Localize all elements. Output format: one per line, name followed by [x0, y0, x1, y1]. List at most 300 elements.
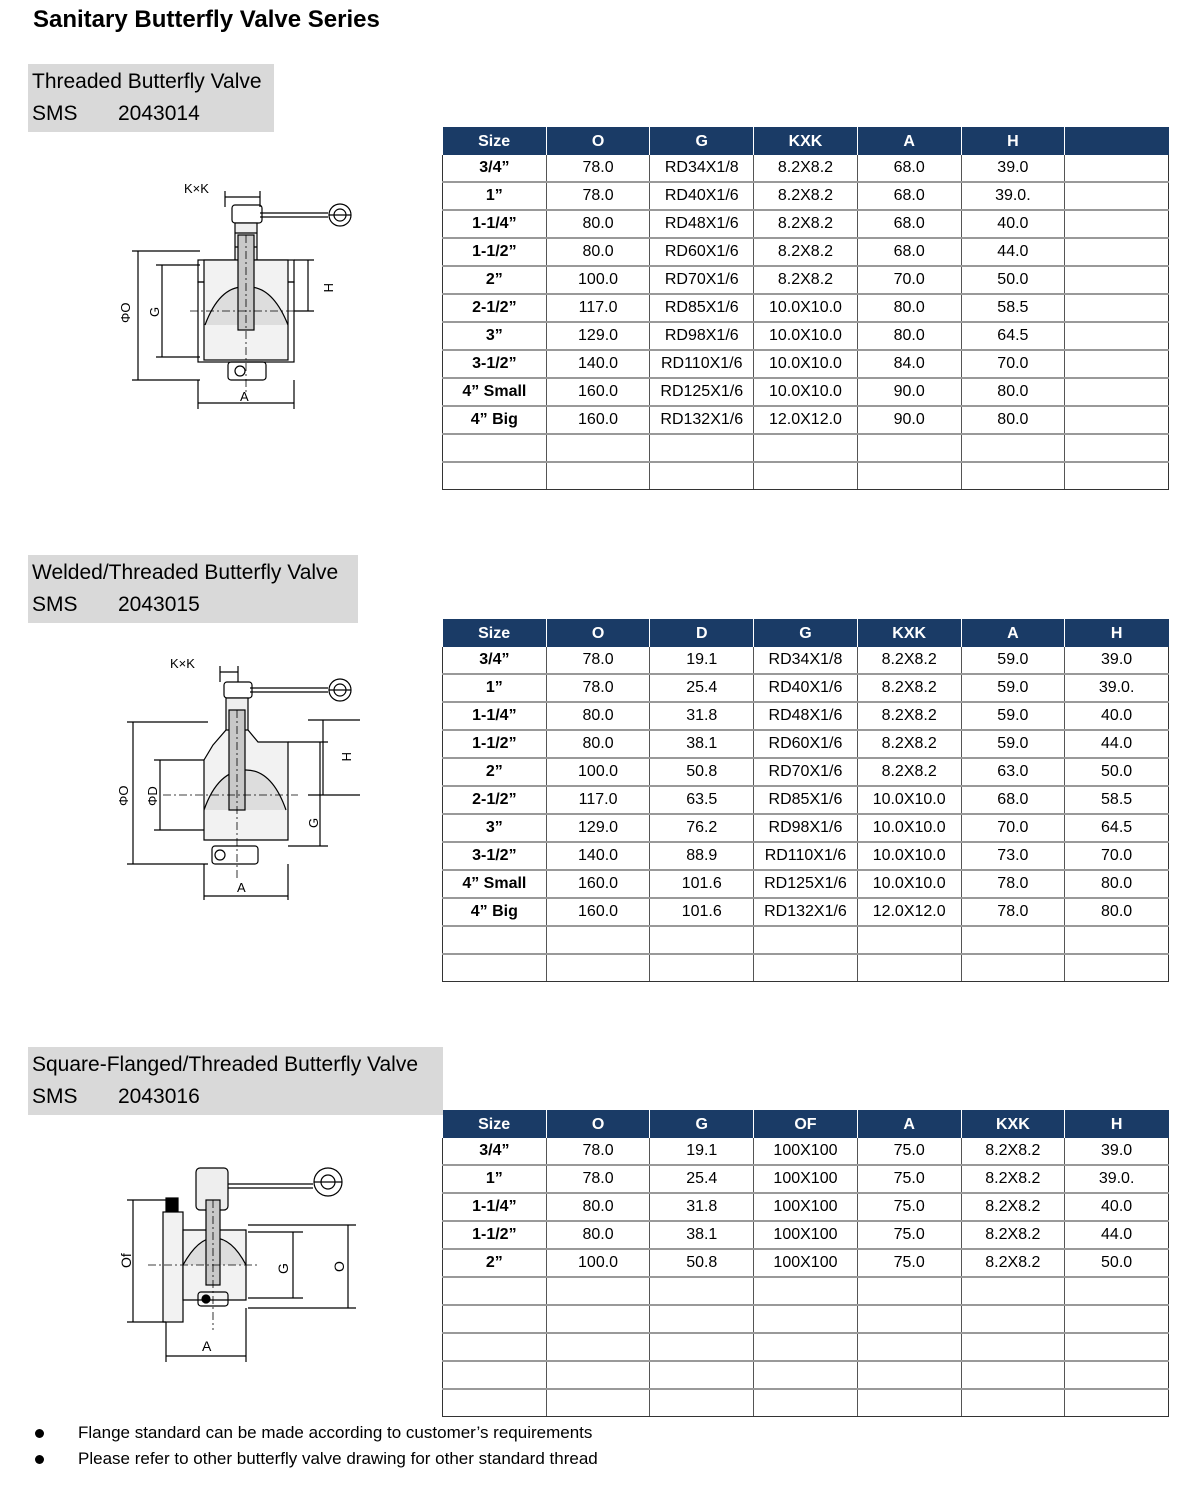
- table-cell: RD85X1/6: [754, 786, 858, 814]
- table-cell: [857, 434, 961, 462]
- table-cell: [961, 926, 1065, 954]
- column-header: H: [1065, 1111, 1169, 1139]
- size-cell: [443, 462, 547, 490]
- table-row: [443, 1221, 1169, 1249]
- table-cell: [650, 434, 754, 462]
- size-cell: 1”: [443, 182, 547, 210]
- table-cell: [546, 1277, 650, 1305]
- square-flanged-valve-table: [442, 1110, 1169, 1417]
- table-row: [443, 294, 1169, 322]
- table-cell: RD110X1/6: [650, 350, 754, 378]
- table-cell: 80.0: [546, 1221, 650, 1249]
- table-cell: 101.6: [650, 870, 754, 898]
- table-cell: [754, 1389, 858, 1417]
- table-row: [443, 266, 1169, 294]
- table-cell: 78.0: [546, 647, 650, 674]
- standard-label: SMS: [32, 102, 78, 125]
- table-cell: 8.2X8.2: [961, 1193, 1065, 1221]
- table-cell: [961, 1305, 1065, 1333]
- size-cell: 3-1/2”: [443, 842, 547, 870]
- table-cell: 40.0: [961, 210, 1065, 238]
- table-row: [443, 155, 1169, 182]
- table-cell: 88.9: [650, 842, 754, 870]
- column-header: KXK: [754, 128, 858, 156]
- table-row: [443, 182, 1169, 210]
- table-cell: 10.0X10.0: [857, 786, 961, 814]
- column-header: A: [857, 128, 961, 156]
- table-cell: RD85X1/6: [650, 294, 754, 322]
- table-cell: 8.2X8.2: [754, 210, 858, 238]
- table-cell: [1065, 1277, 1169, 1305]
- table-cell: 64.5: [961, 322, 1065, 350]
- table-cell: [546, 462, 650, 490]
- table-cell: [754, 1277, 858, 1305]
- table-cell: [857, 1305, 961, 1333]
- dim-o-label: O: [331, 1261, 347, 1272]
- dim-kxk-label: K×K: [170, 656, 195, 671]
- table-row: [443, 238, 1169, 266]
- product-code: 2043014: [118, 102, 200, 125]
- section-name: Welded/Threaded Butterfly Valve: [32, 561, 339, 584]
- column-header: A: [961, 620, 1065, 648]
- table-cell: [857, 1361, 961, 1389]
- table-cell: 84.0: [857, 350, 961, 378]
- table-cell: 129.0: [546, 814, 650, 842]
- table-row: [443, 870, 1169, 898]
- table-cell: 39.0: [961, 155, 1065, 182]
- table-cell: 50.8: [650, 1249, 754, 1277]
- table-cell: 101.6: [650, 898, 754, 926]
- size-cell: [443, 1277, 547, 1305]
- table-cell: 8.2X8.2: [857, 702, 961, 730]
- table-cell: 31.8: [650, 1193, 754, 1221]
- column-header: Size: [443, 128, 547, 156]
- table-row: [443, 842, 1169, 870]
- table-cell: 50.0: [1065, 1249, 1169, 1277]
- table-cell: 10.0X10.0: [754, 350, 858, 378]
- table-cell: 80.0: [1065, 870, 1169, 898]
- section-name: Square-Flanged/Threaded Butterfly Valve: [32, 1053, 418, 1076]
- table-cell: [546, 954, 650, 982]
- size-cell: 4” Big: [443, 406, 547, 434]
- table-cell: [650, 1361, 754, 1389]
- table-cell: [857, 1277, 961, 1305]
- table-cell: 59.0: [961, 730, 1065, 758]
- column-header: G: [650, 1111, 754, 1139]
- table-cell: 78.0: [546, 155, 650, 182]
- table-cell: 39.0: [1065, 647, 1169, 674]
- table-cell: RD34X1/8: [754, 647, 858, 674]
- size-cell: 3”: [443, 322, 547, 350]
- dim-a-label: A: [237, 880, 246, 895]
- table-cell: RD125X1/6: [754, 870, 858, 898]
- table-cell: [650, 954, 754, 982]
- table-cell: 78.0: [961, 898, 1065, 926]
- column-header: G: [754, 620, 858, 648]
- welded-threaded-valve-table: [442, 619, 1169, 982]
- table-cell: 8.2X8.2: [961, 1221, 1065, 1249]
- standard-label: SMS: [32, 1085, 78, 1108]
- column-header: H: [1065, 620, 1169, 648]
- table-cell: 39.0.: [1065, 674, 1169, 702]
- size-cell: [443, 434, 547, 462]
- table-cell: [754, 926, 858, 954]
- table-cell: 70.0: [1065, 842, 1169, 870]
- size-cell: 1”: [443, 1165, 547, 1193]
- table-cell: [546, 1305, 650, 1333]
- table-cell: 117.0: [546, 294, 650, 322]
- table-cell: [1065, 378, 1169, 406]
- table-cell: [650, 1389, 754, 1417]
- table-cell: RD132X1/6: [650, 406, 754, 434]
- table-cell: RD70X1/6: [650, 266, 754, 294]
- table-cell: 160.0: [546, 378, 650, 406]
- table-cell: 80.0: [857, 322, 961, 350]
- table-cell: 8.2X8.2: [857, 758, 961, 786]
- table-cell: [650, 1305, 754, 1333]
- table-header-row: [443, 1111, 1169, 1139]
- table-cell: [1065, 1333, 1169, 1361]
- size-cell: 1-1/4”: [443, 1193, 547, 1221]
- table-header-row: [443, 128, 1169, 156]
- table-cell: [1065, 182, 1169, 210]
- table-cell: [546, 1333, 650, 1361]
- table-cell: 59.0: [961, 702, 1065, 730]
- column-header: G: [650, 128, 754, 156]
- table-row: [443, 1361, 1169, 1389]
- size-cell: 2”: [443, 266, 547, 294]
- column-header: D: [650, 620, 754, 648]
- table-cell: 10.0X10.0: [857, 814, 961, 842]
- table-row: [443, 954, 1169, 982]
- table-cell: 80.0: [546, 1193, 650, 1221]
- table-cell: 8.2X8.2: [857, 730, 961, 758]
- table-cell: 80.0: [546, 730, 650, 758]
- table-cell: [1065, 210, 1169, 238]
- dim-h-label: H: [321, 283, 336, 293]
- table-cell: 160.0: [546, 898, 650, 926]
- column-header: OF: [754, 1111, 858, 1139]
- table-cell: 10.0X10.0: [857, 842, 961, 870]
- table-cell: 31.8: [650, 702, 754, 730]
- table-cell: 100X100: [754, 1249, 858, 1277]
- product-code: 2043016: [118, 1085, 200, 1108]
- table-row: [443, 1249, 1169, 1277]
- table-cell: [961, 1389, 1065, 1417]
- table-cell: 10.0X10.0: [754, 322, 858, 350]
- page-title: Sanitary Butterfly Valve Series: [33, 6, 380, 33]
- table-cell: [546, 926, 650, 954]
- table-cell: [857, 462, 961, 490]
- table-cell: 8.2X8.2: [754, 266, 858, 294]
- table-cell: [1065, 266, 1169, 294]
- size-cell: [443, 1333, 547, 1361]
- column-header: O: [546, 128, 650, 156]
- table-cell: 63.5: [650, 786, 754, 814]
- bullet-icon: [35, 1429, 44, 1438]
- size-cell: 1-1/4”: [443, 210, 547, 238]
- table-cell: [961, 1277, 1065, 1305]
- table-cell: 80.0: [961, 406, 1065, 434]
- table-cell: [1065, 434, 1169, 462]
- column-header: KXK: [857, 620, 961, 648]
- column-header: H: [961, 128, 1065, 156]
- table-cell: 75.0: [857, 1165, 961, 1193]
- table-row: [443, 674, 1169, 702]
- table-cell: 68.0: [857, 182, 961, 210]
- dim-d-label: ΦD: [145, 786, 160, 806]
- table-cell: 80.0: [546, 238, 650, 266]
- table-cell: [857, 1333, 961, 1361]
- size-cell: 3/4”: [443, 647, 547, 674]
- table-row: [443, 1389, 1169, 1417]
- table-cell: [650, 1333, 754, 1361]
- table-cell: [1065, 294, 1169, 322]
- table-row: [443, 322, 1169, 350]
- table-cell: RD34X1/8: [650, 155, 754, 182]
- table-row: [443, 1333, 1169, 1361]
- table-row: [443, 378, 1169, 406]
- table-cell: [1065, 155, 1169, 182]
- column-header: O: [546, 620, 650, 648]
- table-cell: 59.0: [961, 674, 1065, 702]
- section-label: [28, 1047, 443, 1115]
- table-row: [443, 647, 1169, 674]
- table-cell: 50.0: [961, 266, 1065, 294]
- table-row: [443, 1305, 1169, 1333]
- dim-a-label: A: [240, 389, 249, 404]
- table-cell: [650, 1277, 754, 1305]
- product-code: 2043015: [118, 593, 200, 616]
- table-cell: 8.2X8.2: [754, 155, 858, 182]
- table-cell: 73.0: [961, 842, 1065, 870]
- table-row: [443, 898, 1169, 926]
- table-row: [443, 926, 1169, 954]
- table-cell: 68.0: [961, 786, 1065, 814]
- table-cell: 50.8: [650, 758, 754, 786]
- table-cell: 80.0: [546, 210, 650, 238]
- dim-of-label: Of: [118, 1253, 134, 1268]
- table-cell: [1065, 238, 1169, 266]
- table-cell: [1065, 926, 1169, 954]
- table-cell: [1065, 1305, 1169, 1333]
- table-cell: 38.1: [650, 1221, 754, 1249]
- table-cell: [1065, 350, 1169, 378]
- table-row: [443, 702, 1169, 730]
- table-cell: 129.0: [546, 322, 650, 350]
- standard-label: SMS: [32, 593, 78, 616]
- notes-list: [32, 1420, 598, 1472]
- table-cell: [546, 434, 650, 462]
- table-cell: [1065, 322, 1169, 350]
- table-cell: 40.0: [1065, 1193, 1169, 1221]
- size-cell: 2-1/2”: [443, 294, 547, 322]
- size-cell: [443, 954, 547, 982]
- table-cell: 50.0: [1065, 758, 1169, 786]
- table-cell: 100X100: [754, 1221, 858, 1249]
- table-row: [443, 350, 1169, 378]
- table-cell: 64.5: [1065, 814, 1169, 842]
- table-cell: [546, 1361, 650, 1389]
- table-cell: 78.0: [546, 1165, 650, 1193]
- table-row: [443, 406, 1169, 434]
- table-cell: RD40X1/6: [650, 182, 754, 210]
- table-cell: 140.0: [546, 350, 650, 378]
- size-cell: 3”: [443, 814, 547, 842]
- table-row: [443, 1165, 1169, 1193]
- section-name: Threaded Butterfly Valve: [32, 70, 262, 93]
- table-cell: 38.1: [650, 730, 754, 758]
- note-text: Please refer to other butterfly valve drawing for other standard thread: [78, 1449, 598, 1468]
- table-cell: 8.2X8.2: [961, 1249, 1065, 1277]
- table-row: [443, 1138, 1169, 1165]
- table-cell: 140.0: [546, 842, 650, 870]
- square-flanged-valve-drawing: [108, 1160, 368, 1370]
- table-cell: 8.2X8.2: [961, 1138, 1065, 1165]
- table-cell: 80.0: [546, 702, 650, 730]
- table-cell: 63.0: [961, 758, 1065, 786]
- table-row: [443, 1193, 1169, 1221]
- size-cell: 2-1/2”: [443, 786, 547, 814]
- table-cell: 80.0: [961, 378, 1065, 406]
- note-item: [32, 1420, 598, 1446]
- table-cell: 44.0: [1065, 1221, 1169, 1249]
- table-cell: 117.0: [546, 786, 650, 814]
- table-cell: 68.0: [857, 155, 961, 182]
- table-cell: 8.2X8.2: [857, 674, 961, 702]
- table-cell: 25.4: [650, 674, 754, 702]
- table-cell: 44.0: [1065, 730, 1169, 758]
- table-cell: [1065, 1389, 1169, 1417]
- table-cell: 100.0: [546, 1249, 650, 1277]
- table-cell: 78.0: [961, 870, 1065, 898]
- dim-kxk-label: K×K: [184, 181, 209, 196]
- table-cell: 100.0: [546, 758, 650, 786]
- table-cell: 78.0: [546, 674, 650, 702]
- column-header: Size: [443, 1111, 547, 1139]
- table-cell: 39.0.: [1065, 1165, 1169, 1193]
- table-cell: [754, 954, 858, 982]
- size-cell: 4” Small: [443, 378, 547, 406]
- size-cell: 3-1/2”: [443, 350, 547, 378]
- table-cell: 59.0: [961, 647, 1065, 674]
- table-row: [443, 814, 1169, 842]
- table-cell: 100.0: [546, 266, 650, 294]
- size-cell: 3/4”: [443, 155, 547, 182]
- table-cell: 80.0: [857, 294, 961, 322]
- table-cell: 75.0: [857, 1193, 961, 1221]
- table-cell: 68.0: [857, 238, 961, 266]
- table-cell: [754, 462, 858, 490]
- table-header-row: [443, 620, 1169, 648]
- size-cell: 1-1/4”: [443, 702, 547, 730]
- table-cell: [1065, 406, 1169, 434]
- section-label: [28, 64, 274, 132]
- table-cell: RD125X1/6: [650, 378, 754, 406]
- table-cell: 75.0: [857, 1221, 961, 1249]
- dim-h-label: H: [339, 752, 354, 762]
- table-cell: [857, 954, 961, 982]
- dim-g-label: G: [306, 817, 321, 828]
- table-cell: 100X100: [754, 1193, 858, 1221]
- table-cell: 160.0: [546, 406, 650, 434]
- table-cell: 10.0X10.0: [754, 294, 858, 322]
- dim-o-label: ΦO: [118, 302, 133, 323]
- table-row: [443, 462, 1169, 490]
- table-cell: 70.0: [961, 350, 1065, 378]
- table-cell: 78.0: [546, 1138, 650, 1165]
- table-cell: RD98X1/6: [754, 814, 858, 842]
- dim-a-label: A: [202, 1338, 212, 1354]
- table-cell: 58.5: [1065, 786, 1169, 814]
- table-cell: [650, 462, 754, 490]
- table-cell: 160.0: [546, 870, 650, 898]
- dim-g-label: G: [147, 306, 162, 317]
- size-cell: 1”: [443, 674, 547, 702]
- size-cell: [443, 926, 547, 954]
- table-cell: 44.0: [961, 238, 1065, 266]
- table-cell: [754, 434, 858, 462]
- table-cell: 39.0: [1065, 1138, 1169, 1165]
- table-cell: RD40X1/6: [754, 674, 858, 702]
- table-cell: 68.0: [857, 210, 961, 238]
- table-cell: 8.2X8.2: [857, 647, 961, 674]
- table-cell: [961, 434, 1065, 462]
- table-cell: [1065, 462, 1169, 490]
- table-row: [443, 210, 1169, 238]
- table-cell: 8.2X8.2: [754, 182, 858, 210]
- table-cell: RD132X1/6: [754, 898, 858, 926]
- table-cell: [754, 1361, 858, 1389]
- column-header: [1065, 128, 1169, 156]
- table-cell: 70.0: [857, 266, 961, 294]
- table-cell: 25.4: [650, 1165, 754, 1193]
- table-row: [443, 730, 1169, 758]
- dim-o-label: ΦO: [116, 785, 131, 806]
- table-row: [443, 786, 1169, 814]
- size-cell: 2”: [443, 758, 547, 786]
- table-cell: 8.2X8.2: [961, 1165, 1065, 1193]
- table-cell: 100X100: [754, 1165, 858, 1193]
- table-cell: [857, 1389, 961, 1417]
- table-cell: 100X100: [754, 1138, 858, 1165]
- table-cell: [857, 926, 961, 954]
- size-cell: 4” Big: [443, 898, 547, 926]
- table-cell: RD48X1/6: [650, 210, 754, 238]
- threaded-valve-drawing: [110, 175, 370, 415]
- table-cell: [961, 1333, 1065, 1361]
- table-cell: RD110X1/6: [754, 842, 858, 870]
- table-cell: [1065, 954, 1169, 982]
- table-cell: 12.0X12.0: [754, 406, 858, 434]
- table-cell: [754, 1333, 858, 1361]
- note-item: [32, 1446, 598, 1472]
- column-header: O: [546, 1111, 650, 1139]
- table-cell: 78.0: [546, 182, 650, 210]
- table-cell: RD60X1/6: [650, 238, 754, 266]
- threaded-valve-table: [442, 127, 1169, 490]
- table-cell: [650, 926, 754, 954]
- size-cell: [443, 1389, 547, 1417]
- table-cell: [546, 1389, 650, 1417]
- column-header: A: [857, 1111, 961, 1139]
- table-cell: RD48X1/6: [754, 702, 858, 730]
- table-row: [443, 434, 1169, 462]
- table-cell: [754, 1305, 858, 1333]
- table-cell: 90.0: [857, 378, 961, 406]
- column-header: Size: [443, 620, 547, 648]
- size-cell: [443, 1361, 547, 1389]
